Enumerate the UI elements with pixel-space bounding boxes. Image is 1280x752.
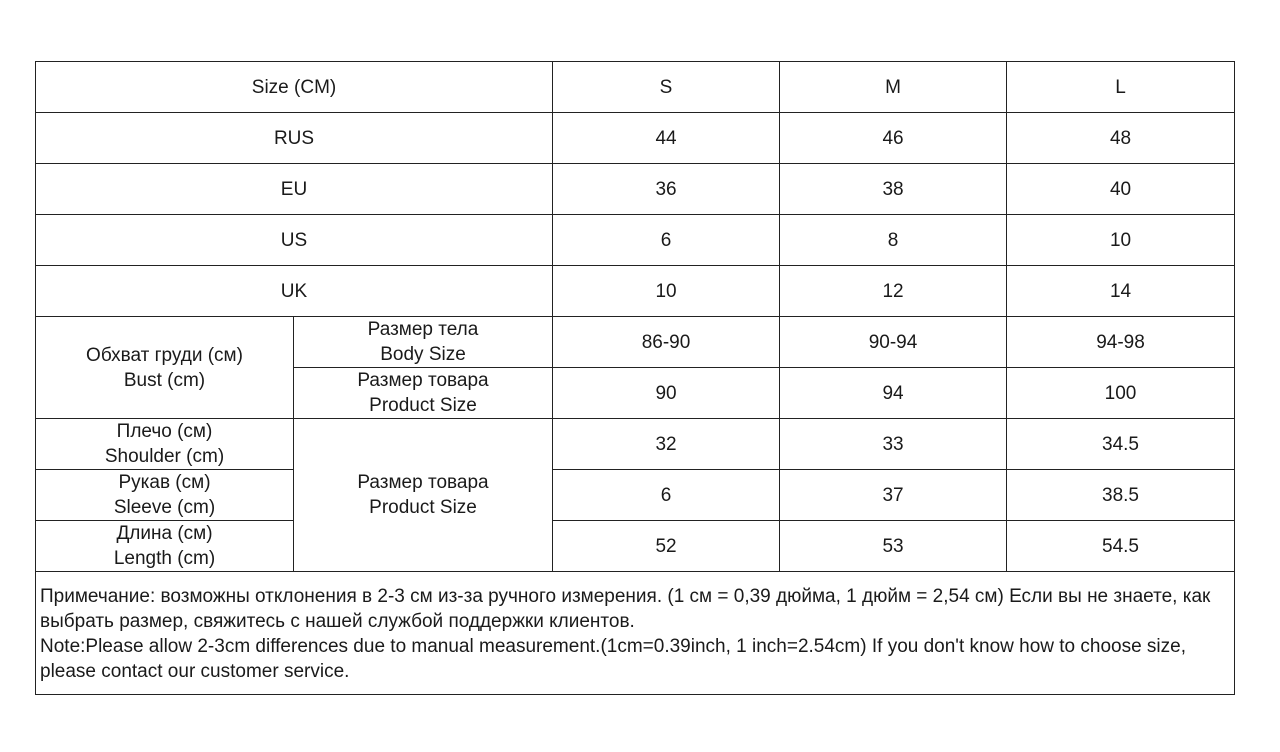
cell-bust-product-s: 90 [553, 368, 780, 419]
cell-uk-l: 14 [1007, 266, 1235, 317]
cell-bust-body-s: 86-90 [553, 317, 780, 368]
table-row-uk [36, 266, 1235, 317]
product-size-merged-ru: Размер товара [357, 472, 489, 493]
product-size-label-en: Product Size [369, 395, 477, 416]
product-size-label-cell [294, 368, 553, 419]
header-size-label: Size (CM) [36, 62, 553, 113]
cell-rus-l: 48 [1007, 113, 1235, 164]
cell-shoulder-s: 32 [553, 419, 780, 470]
row-label-us: US [36, 215, 553, 266]
row-label-uk: UK [36, 266, 553, 317]
shoulder-label-ru: Плечо (см) [116, 421, 213, 442]
cell-uk-m: 12 [780, 266, 1007, 317]
row-label-eu: EU [36, 164, 553, 215]
cell-eu-l: 40 [1007, 164, 1235, 215]
body-size-label-cell [294, 317, 553, 368]
body-size-label-ru: Размер тела [367, 319, 479, 340]
shoulder-label-en: Shoulder (cm) [104, 446, 225, 467]
cell-sleeve-s: 6 [553, 470, 780, 521]
cell-eu-m: 38 [780, 164, 1007, 215]
table-row-shoulder [36, 419, 1235, 470]
cell-shoulder-m: 33 [780, 419, 1007, 470]
cell-length-m: 53 [780, 521, 1007, 572]
cell-rus-m: 46 [780, 113, 1007, 164]
table-row-rus [36, 113, 1235, 164]
header-size-s: S [553, 62, 780, 113]
note-text-ru: Примечание: возможны отклонения в 2-3 см из-за ручного измерения. (1 см = 0,39 дюйма, 1 дюйм = 2,54 см) Если вы не знаете, как выбрать размер, свяжитесь с нашей службой поддержки клиентов. [40, 586, 1211, 632]
note-text-en: Note:Please allow 2-3cm differences due to manual measurement.(1cm=0.39inch, 1 inch=2.54cm) If you don't know how to choose size, please contact our customer service. [40, 636, 1187, 682]
bust-label-en: Bust (cm) [123, 369, 206, 391]
cell-bust-body-m: 90-94 [780, 317, 1007, 368]
cell-bust-product-l: 100 [1007, 368, 1235, 419]
header-size-l: L [1007, 62, 1235, 113]
cell-uk-s: 10 [553, 266, 780, 317]
bust-label-ru: Обхват груди (см) [86, 344, 243, 366]
cell-rus-s: 44 [553, 113, 780, 164]
header-size-m: M [780, 62, 1007, 113]
body-size-label-en: Body Size [380, 344, 466, 365]
table-row-bust-body [36, 317, 1235, 368]
cell-bust-body-l: 94-98 [1007, 317, 1235, 368]
cell-length-l: 54.5 [1007, 521, 1235, 572]
product-size-merged-en: Product Size [369, 497, 477, 518]
note-cell [36, 572, 1235, 695]
size-chart-table [35, 61, 1235, 695]
table-row-length [36, 521, 1235, 572]
sleeve-label-ru: Рукав (см) [118, 472, 211, 493]
cell-us-s: 6 [553, 215, 780, 266]
bust-label-cell [36, 317, 294, 419]
cell-sleeve-m: 37 [780, 470, 1007, 521]
cell-shoulder-l: 34.5 [1007, 419, 1235, 470]
cell-us-l: 10 [1007, 215, 1235, 266]
table-row-eu [36, 164, 1235, 215]
row-label-rus: RUS [36, 113, 553, 164]
product-size-label-ru: Размер товара [357, 370, 489, 391]
length-label-en: Length (cm) [113, 548, 216, 569]
cell-sleeve-l: 38.5 [1007, 470, 1235, 521]
cell-eu-s: 36 [553, 164, 780, 215]
sleeve-label-cell [36, 470, 294, 521]
table-row-us [36, 215, 1235, 266]
header-row [36, 62, 1235, 113]
length-label-cell [36, 521, 294, 572]
shoulder-label-cell [36, 419, 294, 470]
note-row [36, 572, 1235, 695]
sleeve-label-en: Sleeve (cm) [113, 497, 216, 518]
length-label-ru: Длина (см) [116, 523, 213, 544]
product-size-merged-cell [294, 419, 553, 572]
cell-bust-product-m: 94 [780, 368, 1007, 419]
cell-us-m: 8 [780, 215, 1007, 266]
table-row-sleeve [36, 470, 1235, 521]
cell-length-s: 52 [553, 521, 780, 572]
